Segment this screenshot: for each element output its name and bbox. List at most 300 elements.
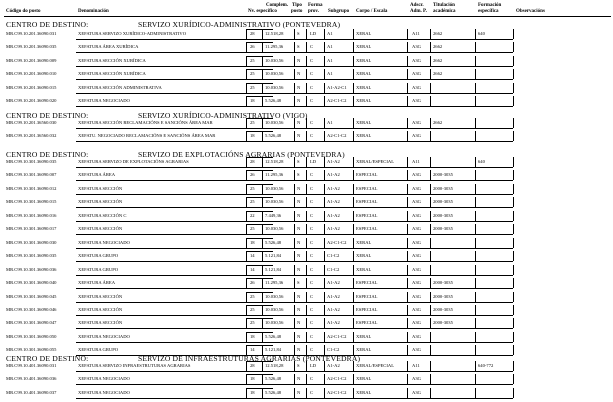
- cell-divider: [430, 69, 431, 79]
- cell-divider: [430, 96, 431, 106]
- cell-divider: [353, 251, 354, 261]
- cell-divider: [513, 265, 514, 275]
- table-row: [0, 222, 613, 236]
- cell-divider: [246, 184, 247, 194]
- table-row: [0, 209, 613, 223]
- cell-divider: [306, 83, 307, 93]
- cell-subgrupo: A1-A2: [327, 172, 340, 178]
- cell-tipo: N: [297, 185, 301, 191]
- cell-divider: [430, 305, 431, 315]
- cell-corpo: XERAL/ESPECIAL: [356, 159, 395, 164]
- cell-corpo: XERAL: [356, 98, 372, 104]
- cell-divider: [353, 224, 354, 234]
- cell-divider: [294, 131, 295, 141]
- header-complem-line2: Nv. específico: [248, 9, 277, 14]
- table-row: [0, 67, 613, 81]
- cell-divider: [430, 184, 431, 194]
- cell-divider: [324, 69, 325, 79]
- cell-divider: [246, 265, 247, 275]
- cell-code: MR.C99.10.201.36090.035: [6, 44, 57, 50]
- cell-divider: [407, 211, 408, 221]
- cell-divider: [246, 96, 247, 106]
- table-row: [0, 386, 613, 400]
- cell-divider: [407, 69, 408, 79]
- cell-forma: LD: [310, 159, 317, 164]
- cell-corpo: XERAL: [356, 347, 372, 353]
- cell-divider: [475, 118, 476, 128]
- cell-divider: [475, 170, 476, 180]
- cell-complem: 10.030,56: [265, 293, 284, 299]
- cell-divider: [262, 131, 263, 141]
- cell-divider: [353, 184, 354, 194]
- cell-divider: [353, 238, 354, 248]
- cell-divider: [407, 56, 408, 66]
- cell-divider: [306, 251, 307, 261]
- cell-forma: C: [310, 389, 314, 395]
- cell-divider: [475, 157, 476, 167]
- section-label: CENTRO DE DESTINO:: [6, 354, 89, 363]
- cell-divider: [246, 238, 247, 248]
- cell-divider: [475, 265, 476, 275]
- table-row: [0, 155, 613, 169]
- cell-divider: [294, 184, 295, 194]
- cell-complem: 5.121,84: [265, 253, 282, 259]
- cell-divider: [513, 118, 514, 128]
- cell-code: MR.C99.10.301.36090.012: [6, 185, 57, 191]
- cell-adscr: A3G: [412, 84, 421, 90]
- cell-divider: [513, 374, 514, 384]
- cell-divider: [262, 224, 263, 234]
- cell-divider: [246, 118, 247, 128]
- cell-divider: [513, 29, 514, 39]
- section-label: CENTRO DE DESTINO:: [6, 20, 89, 29]
- cell-divider: [407, 131, 408, 141]
- cell-divider: [246, 157, 247, 167]
- cell-divider: [475, 224, 476, 234]
- cell-adscr: A3G: [412, 389, 421, 395]
- cell-nv: 18: [250, 333, 255, 339]
- cell-divider: [294, 157, 295, 167]
- cell-nv: 28: [250, 159, 255, 164]
- cell-divider: [306, 96, 307, 106]
- cell-divider: [306, 69, 307, 79]
- cell-divider: [353, 83, 354, 93]
- cell-divider: [294, 211, 295, 221]
- cell-tipo: N: [297, 389, 301, 395]
- cell-divider: [513, 388, 514, 398]
- cell-divider: [513, 292, 514, 302]
- table-row: [0, 27, 613, 41]
- cell-divider: [513, 238, 514, 248]
- cell-divider: [407, 265, 408, 275]
- cell-complem: 10.030,56: [265, 71, 284, 77]
- cell-subgrupo: A1-A2: [327, 185, 340, 191]
- cell-divider: [306, 131, 307, 141]
- cell-divider: [475, 238, 476, 248]
- cell-name: XEFATURA GRUPO: [78, 253, 119, 259]
- cell-divider: [294, 29, 295, 39]
- cell-subgrupo: A2-C1-C2: [327, 376, 347, 382]
- cell-divider: [475, 374, 476, 384]
- cell-divider: [513, 96, 514, 106]
- cell-divider: [262, 211, 263, 221]
- cell-name: XEFATURA ÁREA: [78, 280, 116, 286]
- cell-forma: C: [310, 199, 314, 205]
- cell-divider: [513, 83, 514, 93]
- cell-divider: [475, 184, 476, 194]
- cell-divider: [513, 305, 514, 315]
- cell-code: MR.C99.10.301.36090.050: [6, 333, 57, 339]
- cell-divider: [294, 56, 295, 66]
- cell-tipo: N: [297, 84, 301, 90]
- cell-forma: C: [310, 253, 314, 259]
- cell-nv: 18: [250, 239, 255, 245]
- cell-adscr: A3G: [412, 306, 421, 312]
- cell-subgrupo: A2-C1-C2: [327, 333, 347, 339]
- cell-tit: 2000-3035: [433, 199, 453, 205]
- section-title: SERVIZO DE INFRAESTRUTURAS AGRARIAS (PONTEVEDRA): [138, 354, 361, 363]
- cell-corpo: XERAL: [356, 133, 372, 139]
- cell-nv: 26: [250, 172, 255, 178]
- cell-complem: 10.030,56: [265, 226, 284, 232]
- header-complem-line1: Complem.: [266, 3, 289, 8]
- cell-tit: 2000-3035: [433, 280, 453, 286]
- cell-adscr: A3G: [412, 253, 421, 259]
- cell-divider: [294, 318, 295, 328]
- section-title: SERVIZO XURÍDICO-ADMINISTRATIVO (PONTEVEDRA): [138, 20, 341, 29]
- cell-name: XEFATURA SECCIÓN: [78, 306, 123, 312]
- cell-adscr: A3G: [412, 266, 421, 272]
- cell-divider: [430, 118, 431, 128]
- header-adscr-line1: Adscr.: [410, 3, 424, 8]
- cell-divider: [407, 83, 408, 93]
- cell-forma: C: [310, 185, 314, 191]
- cell-divider: [324, 251, 325, 261]
- cell-divider: [246, 211, 247, 221]
- cell-subgrupo: A1-A2: [327, 306, 340, 312]
- cell-divider: [294, 197, 295, 207]
- cell-name: XEFATURA SECCIÓN C: [78, 212, 127, 218]
- cell-divider: [262, 251, 263, 261]
- cell-divider: [475, 42, 476, 52]
- cell-divider: [306, 29, 307, 39]
- cell-nv: 18: [250, 376, 255, 382]
- cell-divider: [294, 361, 295, 371]
- cell-divider: [294, 170, 295, 180]
- cell-corpo: XERAL: [356, 84, 372, 90]
- cell-divider: [353, 69, 354, 79]
- cell-divider: [306, 56, 307, 66]
- cell-divider: [475, 96, 476, 106]
- cell-nv: 25: [250, 226, 255, 232]
- cell-divider: [294, 332, 295, 342]
- cell-subgrupo: A1: [327, 57, 333, 63]
- cell-divider: [475, 56, 476, 66]
- cell-divider: [294, 96, 295, 106]
- cell-divider: [262, 56, 263, 66]
- cell-tipo: N: [297, 306, 301, 312]
- cell-divider: [430, 374, 431, 384]
- cell-tit: 2662: [433, 57, 443, 63]
- cell-divider: [324, 361, 325, 371]
- cell-complem: 12.518,28: [265, 159, 284, 164]
- cell-divider: [294, 83, 295, 93]
- table-row: [0, 290, 613, 304]
- table-row: [0, 195, 613, 209]
- cell-divider: [306, 157, 307, 167]
- cell-divider: [430, 170, 431, 180]
- cell-complem: 5.526,48: [265, 98, 282, 104]
- cell-tipo: S: [297, 44, 300, 50]
- cell-form: 640-772: [478, 363, 494, 368]
- cell-divider: [262, 332, 263, 342]
- cell-divider: [262, 265, 263, 275]
- cell-divider: [475, 305, 476, 315]
- cell-forma: C: [310, 293, 314, 299]
- cell-divider: [246, 131, 247, 141]
- cell-tipo: N: [297, 266, 301, 272]
- cell-complem: 10.030,56: [265, 320, 284, 326]
- cell-forma: C: [310, 320, 314, 326]
- cell-divider: [324, 131, 325, 141]
- cell-tipo: N: [297, 57, 301, 63]
- cell-tipo: N: [297, 226, 301, 232]
- cell-divider: [430, 56, 431, 66]
- cell-divider: [407, 184, 408, 194]
- cell-corpo: XERAL: [356, 253, 372, 259]
- cell-divider: [430, 278, 431, 288]
- cell-divider: [513, 278, 514, 288]
- cell-divider: [324, 29, 325, 39]
- cell-tipo: S: [297, 172, 300, 178]
- cell-code: MR.C99.10.301.36090.055: [6, 347, 57, 353]
- cell-divider: [262, 118, 263, 128]
- cell-name: XEFATU. NEGOCIADO RECLAMACIÓNS E SANCIÓNS ÁREA MAR: [78, 133, 216, 139]
- cell-corpo: ESPECIAL: [356, 293, 378, 299]
- header-subgrupo: Subgrupo: [328, 9, 350, 14]
- cell-divider: [262, 374, 263, 384]
- cell-subgrupo: A1: [327, 120, 333, 125]
- table-row: [0, 81, 613, 95]
- cell-nv: 25: [250, 71, 255, 77]
- cell-name: XEFATURA SECCIÓN: [78, 293, 123, 299]
- cell-tipo: N: [297, 253, 301, 259]
- section-title: SERVIZO XURÍDICO-ADMINISTRATIVO (VIGO): [138, 111, 308, 120]
- cell-complem: 11.295,36: [265, 172, 284, 178]
- cell-corpo: ESPECIAL: [356, 185, 378, 191]
- cell-divider: [262, 83, 263, 93]
- cell-divider: [306, 265, 307, 275]
- cell-divider: [246, 83, 247, 93]
- cell-divider: [262, 157, 263, 167]
- cell-divider: [306, 305, 307, 315]
- cell-divider: [324, 265, 325, 275]
- cell-code: MR.C99.10.301.36090.047: [6, 320, 57, 326]
- cell-divider: [407, 42, 408, 52]
- cell-nv: 25: [250, 320, 255, 326]
- cell-divider: [246, 69, 247, 79]
- cell-divider: [353, 388, 354, 398]
- cell-tipo: S: [297, 159, 300, 164]
- cell-adscr: A3G: [412, 133, 421, 139]
- cell-code: MR.C99.10.301.36090.046: [6, 306, 57, 312]
- cell-subgrupo: A2-C1-C2: [327, 133, 347, 139]
- cell-code: MR.C99.10.201.36090.009: [6, 57, 57, 63]
- cell-name: XEFATURA NEGOCIADO: [78, 98, 130, 104]
- cell-code: MR.C99.10.301.36090.035: [6, 159, 57, 164]
- cell-divider: [407, 96, 408, 106]
- cell-adscr: A3G: [412, 280, 421, 286]
- cell-divider: [513, 184, 514, 194]
- cell-form: 640: [478, 31, 485, 36]
- cell-divider: [324, 332, 325, 342]
- cell-nv: 14: [250, 253, 255, 259]
- cell-divider: [246, 318, 247, 328]
- cell-adscr: A3G: [412, 320, 421, 326]
- cell-divider: [475, 318, 476, 328]
- cell-divider: [324, 83, 325, 93]
- cell-divider: [246, 42, 247, 52]
- cell-forma: C: [310, 239, 314, 245]
- cell-tit: 2000-3035: [433, 320, 453, 326]
- cell-adscr: A3G: [412, 172, 421, 178]
- cell-adscr: A3G: [412, 239, 421, 245]
- cell-forma: C: [310, 71, 314, 77]
- cell-divider: [353, 332, 354, 342]
- cell-divider: [513, 42, 514, 52]
- cell-divider: [430, 388, 431, 398]
- cell-adscr: A3G: [412, 120, 421, 125]
- cell-nv: 26: [250, 44, 255, 50]
- cell-adscr: A3G: [412, 333, 421, 339]
- cell-corpo: XERAL: [356, 31, 372, 36]
- cell-forma: C: [310, 44, 314, 50]
- cell-subgrupo: A2-C1-C2: [327, 98, 347, 104]
- cell-divider: [294, 251, 295, 261]
- cell-complem: 5.526,48: [265, 333, 282, 339]
- cell-divider: [246, 292, 247, 302]
- cell-corpo: XERAL/ESPECIAL: [356, 363, 395, 368]
- cell-name: XEFATURA NEGOCIADO: [78, 239, 130, 245]
- cell-divider: [262, 69, 263, 79]
- cell-tit: 2000-3035: [433, 226, 453, 232]
- cell-subgrupo: A1-A2-C1: [327, 84, 347, 90]
- cell-divider: [430, 29, 431, 39]
- cell-divider: [294, 224, 295, 234]
- cell-divider: [324, 305, 325, 315]
- header-titulacion-line2: académica: [433, 9, 456, 14]
- cell-subgrupo: A1-A2: [327, 280, 340, 286]
- cell-divider: [513, 131, 514, 141]
- cell-divider: [324, 197, 325, 207]
- cell-divider: [262, 170, 263, 180]
- cell-forma: C: [310, 280, 314, 286]
- cell-name: XEFATURA SECCIÓN: [78, 226, 123, 232]
- cell-corpo: XERAL: [356, 266, 372, 272]
- header-observacions: Observacións: [516, 9, 545, 14]
- table-row: [0, 54, 613, 68]
- cell-divider: [353, 374, 354, 384]
- cell-complem: 10.030,56: [265, 306, 284, 312]
- table-row: [0, 116, 613, 130]
- cell-divider: [353, 197, 354, 207]
- cell-tipo: S: [297, 363, 300, 368]
- cell-name: XEFATURA SERVIZO INFRAESTRUTURAS AGRARIAS: [78, 363, 191, 368]
- cell-code: MR.C99.10.201.36560.032: [6, 133, 57, 139]
- cell-adscr: A11: [412, 159, 420, 164]
- cell-complem: 5.526,48: [265, 389, 282, 395]
- table-row: [0, 330, 613, 344]
- cell-divider: [353, 96, 354, 106]
- table-row: [0, 316, 613, 330]
- cell-divider: [306, 184, 307, 194]
- cell-divider: [306, 224, 307, 234]
- cell-divider: [407, 305, 408, 315]
- cell-divider: [407, 318, 408, 328]
- cell-divider: [475, 332, 476, 342]
- table-row: [0, 40, 613, 54]
- cell-complem: 5.526,48: [265, 376, 282, 382]
- cell-name: XEFATURA GRUPO: [78, 266, 119, 272]
- cell-forma: C: [310, 266, 314, 272]
- table-row: [0, 94, 613, 108]
- cell-code: MR.C99.10.201.36090.015: [6, 84, 57, 90]
- cell-adscr: A3G: [412, 226, 421, 232]
- header-corpo: Corpo / Escala: [356, 9, 388, 14]
- cell-tipo: N: [297, 212, 301, 218]
- cell-divider: [246, 388, 247, 398]
- cell-divider: [294, 278, 295, 288]
- table-row: [0, 168, 613, 182]
- cell-divider: [306, 278, 307, 288]
- cell-subgrupo: A1: [327, 44, 333, 50]
- cell-divider: [353, 170, 354, 180]
- cell-tipo: N: [297, 71, 301, 77]
- cell-adscr: A3G: [412, 212, 421, 218]
- cell-adscr: A3G: [412, 185, 421, 191]
- cell-divider: [430, 265, 431, 275]
- cell-divider: [513, 157, 514, 167]
- cell-tit: 2000-3035: [433, 212, 453, 218]
- cell-divider: [513, 170, 514, 180]
- cell-name: XEFATURA NEGOCIADO: [78, 376, 130, 382]
- cell-subgrupo: C1-C2: [327, 347, 340, 353]
- cell-divider: [324, 56, 325, 66]
- cell-divider: [306, 42, 307, 52]
- cell-subgrupo: A1-A2: [327, 363, 340, 368]
- cell-divider: [294, 42, 295, 52]
- cell-name: XEFATURA NEGOCIADO: [78, 389, 130, 395]
- cell-divider: [262, 292, 263, 302]
- cell-divider: [513, 69, 514, 79]
- cell-code: MR.C99.10.301.36090.040: [6, 280, 57, 286]
- cell-subgrupo: C1-C2: [327, 253, 340, 259]
- cell-nv: 28: [250, 363, 255, 368]
- cell-forma: C: [310, 347, 314, 353]
- cell-name: XEFATURA SECCIÓN RECLAMACIÓNS E SANCIÓNS ÁREA MAR: [78, 120, 213, 125]
- cell-forma: C: [310, 98, 314, 104]
- cell-tipo: N: [297, 133, 301, 139]
- cell-divider: [294, 69, 295, 79]
- cell-subgrupo: A1-A2: [327, 226, 340, 232]
- cell-divider: [294, 374, 295, 384]
- cell-forma: C: [310, 226, 314, 232]
- cell-corpo: XERAL: [356, 120, 372, 125]
- cell-code: MR.C99.10.301.36090.017: [6, 226, 57, 232]
- cell-divider: [407, 238, 408, 248]
- cell-divider: [262, 184, 263, 194]
- cell-tipo: N: [297, 376, 301, 382]
